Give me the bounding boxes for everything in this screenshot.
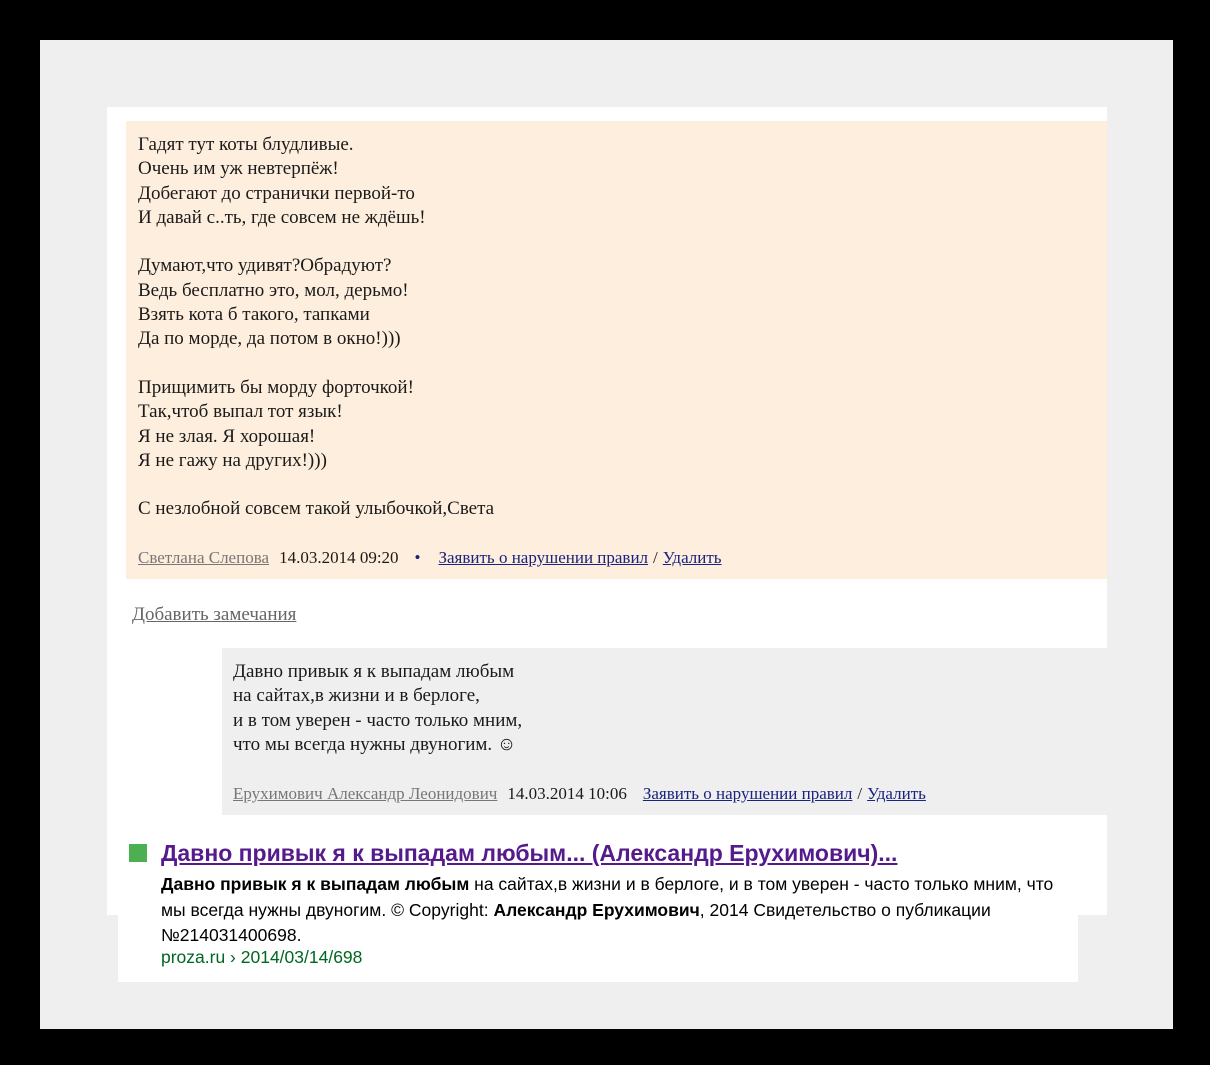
snippet-bold-1: Давно привык я к выпадам любым: [161, 874, 470, 894]
text-line: С незлобной совсем такой улыбочкой,Света: [138, 498, 495, 520]
comment-1-meta: [138, 548, 722, 568]
bullet-separator: •: [414, 548, 421, 567]
text-line: Я не злая. Я хорошая!: [138, 425, 316, 447]
text-line: Очень им уж невтерпёж!: [138, 158, 339, 180]
comment-1-text: [138, 133, 494, 522]
search-result-title-link[interactable]: Давно привык я к выпадам любым... (Александр Ерухимович)...: [161, 840, 898, 866]
stanza-gap: [138, 230, 494, 254]
link-separator: /: [653, 548, 658, 567]
text-line: Ведь бесплатно это, мол, дерьмо!: [138, 279, 409, 301]
text-line: Взять кота б такого, тапками: [138, 304, 370, 326]
text-line: Прищимить бы морду форточкой!: [138, 376, 414, 398]
snippet-text-1: на сайтах,в жизни и в берлоге, и в том уверен - часто только мним, что мы всегда нужны двуногим. © Copyright:: [161, 874, 1054, 920]
stanza-gap: [138, 352, 494, 376]
comment-2-author-link[interactable]: Ерухимович Александр Леонидович: [233, 784, 498, 803]
text-line: на сайтах,в жизни и в берлоге,: [233, 685, 480, 707]
text-line: Добегают до странички первой-то: [138, 182, 415, 204]
comment-1-date: 14.03.2014 09:20: [279, 548, 399, 567]
comment-2-report-link[interactable]: Заявить о нарушении правил: [642, 784, 853, 803]
result-marker-icon: [129, 844, 147, 862]
comment-1-delete-link[interactable]: Удалить: [662, 548, 722, 567]
link-separator: /: [857, 784, 863, 803]
search-result-snippet: [161, 872, 1071, 949]
comment-1-report-link[interactable]: Заявить о нарушении правил: [438, 548, 649, 567]
text-line: Гадят тут коты блудливые.: [138, 134, 354, 155]
text-line: И давай с..ть, где совсем не ждёшь!: [138, 206, 426, 228]
search-result-url[interactable]: proza.ru › 2014/03/14/698: [161, 947, 363, 967]
text-line: Я не гажу на других!))): [138, 449, 327, 471]
text-line: Думают,что удивят?Обрадуют?: [138, 255, 392, 277]
snippet-bold-2: Александр Ерухимович: [493, 899, 700, 920]
text-line: Да по морде, да потом в окно!))): [138, 328, 401, 350]
text-line: что мы всегда нужны двуногим. ☺: [233, 733, 517, 755]
stanza-gap: [138, 473, 494, 497]
text-line: и в том уверен - часто только мним,: [233, 709, 523, 731]
comment-2-text: [233, 660, 522, 757]
comment-2-delete-link[interactable]: Удалить: [867, 784, 926, 803]
text-line: Давно привык я к выпадам любым: [233, 661, 515, 682]
comment-1-author-link[interactable]: Светлана Слепова: [138, 548, 270, 567]
text-line: Так,чтоб выпал тот язык!: [138, 401, 343, 423]
snippet-text-2: , 2014 Свидетельство о публикации №214031400698.: [161, 899, 991, 945]
add-remark-link[interactable]: Добавить замечания: [132, 604, 297, 625]
comment-2-date: 14.03.2014 10:06: [507, 784, 627, 803]
comment-2-meta: [233, 784, 926, 804]
